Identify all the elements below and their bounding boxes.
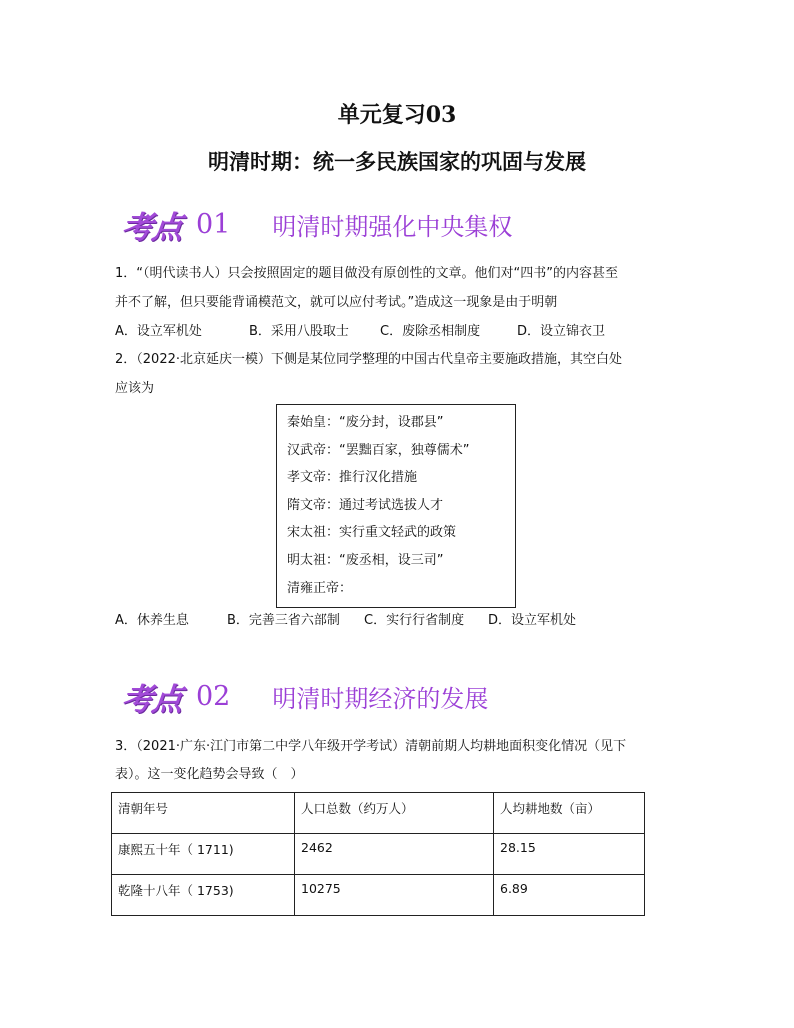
q3-stem-line1: 3．（2021·广东·江门市第二中学八年级开学考试）清朝前期人均耕地面积变化情况（见下 xyxy=(115,739,627,754)
q2-option-a: A．休养生息 xyxy=(115,613,189,628)
table-cell: 28.15 xyxy=(494,834,645,875)
table-cell: 6.89 xyxy=(494,875,645,916)
box-line: 清雍正帝： xyxy=(287,580,353,596)
box-line: 孝文帝：推行汉化措施 xyxy=(287,470,418,486)
box-line: 明太祖：“废丞相，设三司” xyxy=(287,552,444,568)
section-number: 01 xyxy=(196,208,231,240)
q2-option-b: B．完善三省六部制 xyxy=(227,613,340,628)
q1-stem-line2: 并不了解，但只要能背诵模范文，就可以应付考试。”造成这一现象是由于明朝 xyxy=(115,295,558,310)
box-line: 宋太祖：实行重文轻武的政策 xyxy=(287,525,457,541)
table-header-row xyxy=(112,793,645,834)
q1-option-b: B．采用八股取士 xyxy=(249,324,349,339)
box-line: 隋文帝：通过考试选拔人才 xyxy=(287,497,444,513)
table-header-cell: 人口总数（约万人） xyxy=(295,793,494,834)
q2-stem-line2: 应该为 xyxy=(115,381,155,396)
q2-option-c: C．实行行省制度 xyxy=(364,613,465,628)
q2-option-d: D．设立军机处 xyxy=(488,613,577,628)
table-row xyxy=(112,875,645,916)
q1-stem-line1: 1．“（明代读书人）只会按照固定的题目做没有原创性的文章。他们对“四书”的内容甚至 xyxy=(115,266,618,281)
section-number: 02 xyxy=(196,680,231,712)
box-line: 汉武帝：“罢黜百家，独尊儒术” xyxy=(287,442,470,458)
section-title: 明清时期强化中央集权 xyxy=(272,212,513,241)
kaodian-badge: 考点 xyxy=(119,681,184,718)
page-title: 单元复习03 xyxy=(337,102,457,128)
q1-option-a: A．设立军机处 xyxy=(115,324,202,339)
section-title: 明清时期经济的发展 xyxy=(272,684,489,713)
table-row xyxy=(112,834,645,875)
table-cell: 乾隆十八年（ 1753) xyxy=(112,875,295,916)
q3-data-table xyxy=(111,792,645,916)
q1-option-d: D．设立锦衣卫 xyxy=(517,324,606,339)
table-cell: 2462 xyxy=(295,834,494,875)
kaodian-badge: 考点 xyxy=(119,209,184,246)
q2-stem-line1: 2．（2022·北京延庆一模）下侧是某位同学整理的中国古代皇帝主要施政措施，其空白处 xyxy=(115,352,622,367)
q1-option-c: C．废除丞相制度 xyxy=(380,324,481,339)
q3-stem-line2: 表）。这一变化趋势会导致（ ） xyxy=(115,767,304,782)
q2-emperor-box xyxy=(276,404,516,608)
table-cell: 康熙五十年（ 1711) xyxy=(112,834,295,875)
table-header-cell: 清朝年号 xyxy=(112,793,295,834)
page-subtitle: 明清时期：统一多民族国家的巩固与发展 xyxy=(208,149,586,174)
table-cell: 10275 xyxy=(295,875,494,916)
section-header-01 xyxy=(119,200,513,248)
box-line: 秦始皇：“废分封，设郡县” xyxy=(287,415,444,430)
section-header-02 xyxy=(119,672,489,720)
table-header-cell: 人均耕地数（亩） xyxy=(494,793,645,834)
